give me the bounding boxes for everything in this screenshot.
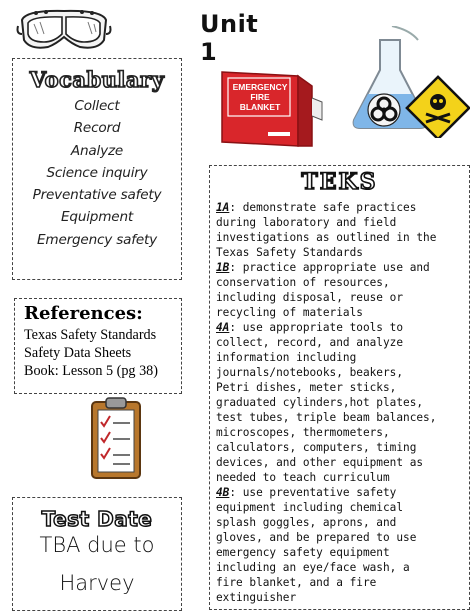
safety-goggles-icon [16, 4, 112, 61]
teks-code: 1B [216, 261, 230, 274]
blanket-label-line1: EMERGENCY [232, 82, 288, 92]
teks-code: 1A [216, 201, 230, 214]
teks-line [216, 395, 423, 410]
teks-text: conservation of resources, [216, 276, 390, 289]
teks-line [216, 290, 403, 305]
teks-line [216, 260, 430, 275]
teks-box [209, 165, 470, 610]
teks-text: including an eye/face wash, a [216, 561, 410, 574]
vocabulary-item: Record [73, 120, 121, 137]
vocabulary-item: Emergency safety [37, 231, 157, 248]
teks-text: : use appropriate tools to [229, 321, 404, 334]
clipboard-checklist-icon [88, 396, 146, 487]
teks-line [216, 560, 410, 575]
teks-line [216, 350, 356, 365]
teks-text: fire blanket, and a fire [216, 576, 377, 589]
reference-item: Safety Data Sheets [24, 345, 132, 361]
teks-line [216, 500, 403, 515]
teks-text: emergency safety equipment [216, 546, 390, 559]
blanket-label-line3: BLANKET [239, 102, 281, 112]
teks-line [216, 230, 436, 245]
vocabulary-item: Equipment [61, 209, 133, 226]
teks-line [216, 365, 403, 380]
teks-text: during laboratory and field [216, 216, 397, 229]
teks-code: 4B [216, 486, 230, 499]
vocabulary-item: Analyze [70, 142, 124, 159]
teks-line [216, 530, 416, 545]
vocabulary-item: Preventative safety [32, 187, 162, 204]
teks-line [216, 455, 423, 470]
teks-line [216, 470, 390, 485]
teks-text: calculators, computers, timing [216, 441, 417, 454]
teks-line [216, 200, 416, 215]
teks-text: recycling of materials [216, 306, 363, 319]
vocabulary-box [12, 58, 182, 280]
teks-text: investigations as outlined in the [216, 231, 437, 244]
teks-line [216, 440, 416, 455]
teks-line [216, 320, 403, 335]
teks-text: gloves, and be prepared to use [216, 531, 417, 544]
teks-line [216, 305, 363, 320]
teks-text: needed to teach curriculum [216, 471, 390, 484]
vocabulary-item: Science inquiry [46, 164, 148, 181]
teks-line [216, 425, 390, 440]
teks-text: Texas Safety Standards [216, 246, 363, 259]
vocabulary-heading: Vocabulary [29, 67, 165, 92]
references-heading: References: [24, 303, 143, 324]
teks-line [216, 245, 363, 260]
teks-line [216, 335, 403, 350]
reference-item: Texas Safety Standards [24, 327, 157, 343]
teks-line [216, 485, 396, 500]
teks-code: 4A [216, 321, 230, 334]
teks-text: : demonstrate safe practices [229, 201, 417, 214]
page-title: Unit 1 [200, 10, 259, 66]
references-box [14, 298, 182, 394]
test-date-line: TBA due to [39, 533, 155, 557]
teks-text: : practice appropriate use and [229, 261, 430, 274]
test-date-box [12, 497, 182, 611]
teks-text: splash goggles, aprons, and [216, 516, 397, 529]
teks-line [216, 575, 376, 590]
teks-text: devices, and other equipment as [216, 456, 424, 469]
reference-item: Book: Lesson 5 (pg 38) [24, 363, 158, 379]
teks-text: information including [216, 351, 357, 364]
teks-heading: TEKS [301, 169, 378, 195]
teks-text: Petri dishes, meter sticks, [216, 381, 397, 394]
test-date-heading: Test Date [41, 507, 153, 531]
teks-line [216, 410, 436, 425]
teks-text: graduated cylinders,hot plates, [216, 396, 424, 409]
vocabulary-item: Collect [74, 98, 120, 114]
fire-blanket-icon [218, 68, 328, 155]
teks-line [216, 215, 396, 230]
teks-line [216, 515, 396, 530]
chemical-hazard-flask-icon [340, 26, 470, 143]
vocabulary-list [13, 95, 181, 251]
teks-text: : use preventative safety [229, 486, 397, 499]
teks-line [216, 545, 390, 560]
teks-text: including disposal, reuse or [216, 291, 404, 304]
teks-line [216, 380, 396, 395]
teks-line [216, 275, 390, 290]
teks-text: journals/notebooks, beakers, [216, 366, 404, 379]
blanket-label-line2: FIRE [250, 92, 270, 102]
teks-text: test tubes, triple beam balances, [216, 411, 437, 424]
teks-text: equipment including chemical [216, 501, 404, 514]
teks-text: collect, record, and analyze [216, 336, 404, 349]
teks-text: microscopes, thermometers, [216, 426, 390, 439]
teks-line [216, 590, 296, 605]
test-date-line: Harvey [59, 571, 135, 595]
teks-text: extinguisher [216, 591, 297, 604]
